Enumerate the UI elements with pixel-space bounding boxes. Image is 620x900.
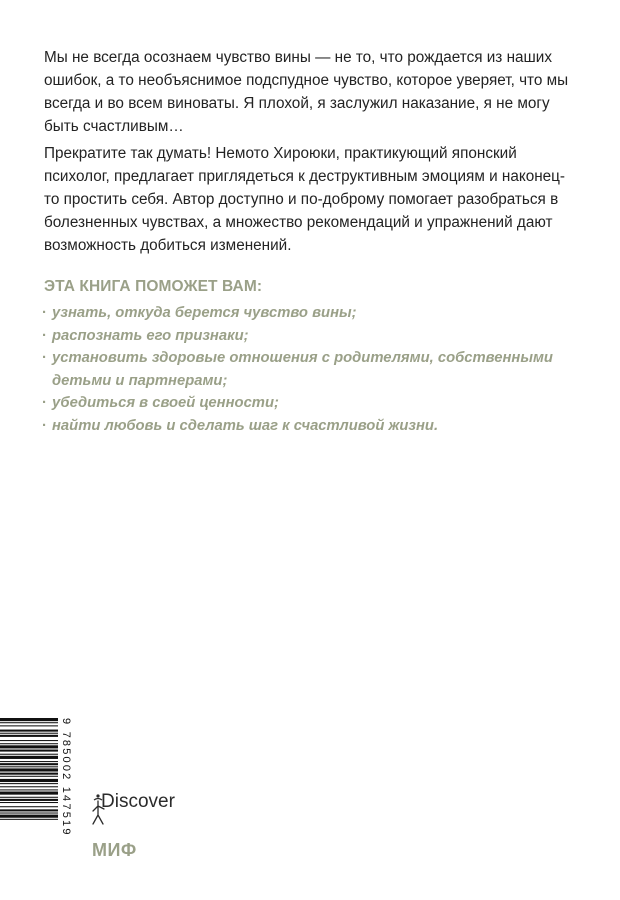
- barcode-bar: [0, 819, 58, 820]
- benefit-item: · установить здоровые отношения с родителями, собственными детьми и партнерами;: [44, 347, 584, 392]
- barcode-bar: [0, 766, 58, 767]
- barcode-bar: [0, 773, 58, 775]
- barcode-bar: [0, 763, 58, 765]
- barcode-bar: [0, 813, 58, 814]
- barcode-bar: [0, 750, 58, 752]
- discover-logo: [92, 791, 202, 827]
- barcode-bars: [0, 716, 58, 898]
- barcode-bar: [0, 740, 58, 741]
- discover-label: Discover: [101, 791, 175, 812]
- barcode-bar: [0, 783, 58, 784]
- benefits-list: [44, 302, 584, 437]
- benefit-item: · убедиться в своей ценности;: [44, 392, 584, 415]
- barcode-bar: [0, 735, 58, 737]
- benefits-heading: ЭТА КНИГА ПОМОЖЕТ ВАМ:: [44, 278, 263, 295]
- barcode-bar: [0, 815, 58, 818]
- isbn-barcode: [0, 716, 72, 898]
- barcode-bar: [0, 756, 58, 759]
- barcode-bar: [0, 761, 58, 762]
- barcode-bar: [0, 786, 58, 787]
- barcode-bar: [0, 718, 58, 721]
- barcode-bar: [0, 797, 58, 798]
- publisher-logo: МИФ: [92, 840, 137, 860]
- barcode-bar: [0, 789, 58, 790]
- barcode-bar: [0, 776, 58, 777]
- barcode-bar: [0, 745, 58, 748]
- barcode-bar: [0, 792, 58, 795]
- barcode-digits: 9 785002 147519: [60, 718, 72, 837]
- description-paragraph-1: Мы не всегда осознаем чувство вины — не то, что рождается из наших ошибок, а то необъяснимое подспудное чувство, которое уверяет, что мы всегда и во всем виноваты. Я плохой, я заслужил наказание, я не могу быть счастливым…: [44, 49, 569, 135]
- benefit-item: · распознать его признаки;: [44, 325, 584, 348]
- barcode-bar: [0, 779, 58, 782]
- barcode-bar: [0, 806, 58, 807]
- barcode-bar: [0, 809, 58, 811]
- barcode-bar: [0, 733, 58, 734]
- barcode-bar: [0, 722, 58, 723]
- barcode-bar: [0, 743, 58, 744]
- barcode-bar: [0, 799, 58, 801]
- barcode-bar: [0, 768, 58, 771]
- description-paragraph-2: Прекратите так думать! Немото Хироюки, практикующий японский психолог, предлагает приглядеться к деструктивным эмоциям и наконец-то простить себя. Автор доступно и по-доброму помогает разобраться в болезненных чувствах, а множество рекомендаций и упражнений дают возможность добиться изменений.: [44, 145, 566, 254]
- barcode-bar: [0, 725, 58, 726]
- barcode-bar: [0, 802, 58, 803]
- barcode-bar: [0, 754, 58, 755]
- barcode-bar: [0, 730, 58, 732]
- benefit-item: · найти любовь и сделать шаг к счастливой жизни.: [44, 415, 584, 438]
- benefit-item: · узнать, откуда берется чувство вины;: [44, 302, 584, 325]
